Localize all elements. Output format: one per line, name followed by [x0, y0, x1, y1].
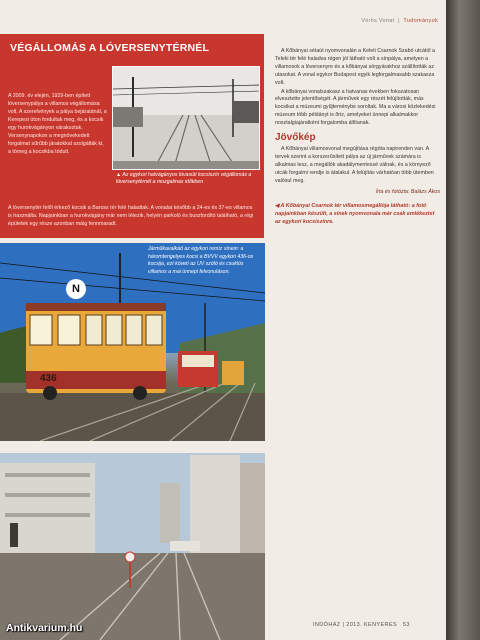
historic-tram-station-photo [112, 66, 260, 170]
body-paragraph-2: A kőbányai vonalszakasz a hatvanas években fokozatosan elvesztette jelentőségét. A járművek egy részét felújították, más kocsikat a múzeumi gyűjteménybe soroltak. Ma a városi közlekedési múzeum több példányt is őriz, amelyeket ünnepi alkalmakkor nosztalgiajáratként forgalomba állítanak. [275, 88, 436, 127]
sidebar-body-top: A 2009. év elején, 1929-ben épített lóversenypálya a villamos végállomása volt. A szerelvények a pálya bejáratánál, a Kerepesi úton fordultak meg, és a kocsik egy hurokvágányon várakoztak. Versenynapokon a megnövekedett forgalmat sűrűbb járatokkal szolgálták ki, a tömeg a kocsikba tódult. [8, 93, 107, 155]
running-header: Vörös Vonat | Tudományok [361, 18, 438, 24]
historic-photo-caption [112, 170, 260, 196]
page-number: 53 [402, 622, 410, 628]
fleet-number: 436 [40, 373, 57, 384]
caption-arrow-icon: ▲ [116, 172, 123, 178]
street-photo-drawing [0, 453, 265, 640]
tram-photo-caption: Járműkavalkád az egykori remíz sínein: a háromtengelyes kocsi a BVVV egykori 436-os kocsija, ezt követi az UV szóló és csuklós villamos a mai ünnepi felvonuláson. [148, 246, 254, 275]
watermark: Antikvarium.hu [6, 622, 83, 634]
route-sign: N [66, 279, 86, 299]
historic-photo-drawing [113, 67, 260, 170]
body-paragraph-3: A Kőbányai villamosvonal megújítása régóta napirenden van. A tervek szerint a korszerűsített pálya az új járművek számára is alkalmas lesz, a megállók akadálymentessé válnak, és a környező utcák forgalmi rendje is átalakul. A felújítás várhatóan több ütemben valósul meg. [275, 145, 434, 184]
street-photo-caption-text: A Kőbányai Csarnok tér villamosmegállója látható: a fotó napjainkban készült, a sínek nyomvonala már csak emlékeztet az egykori kocsiszínre. [275, 203, 435, 226]
modern-street-photo [0, 453, 265, 640]
right-text-column [275, 48, 440, 226]
page-footer [313, 622, 410, 628]
author-signature: Írta és fotózta: Balázs Ákos [375, 188, 440, 195]
running-header-right: Tudományok [403, 18, 438, 24]
sidebar-body-bottom: A lóversenytér felől érkező kocsik a Baross tér felé haladtak. A vonalat később a 24-es és 37-es villamos is használta. Napjainkban a hurokvágány már nem létezik, helyén parkoló és buszfordító található, a régi épületek egy része azonban máig fennmaradt. [8, 205, 254, 227]
running-header-left: Vörös Vonat [361, 18, 395, 24]
street-photo-caption [275, 202, 440, 226]
footer-text: INDÓHÁZ | 2013. KENYERES [313, 622, 398, 628]
book-edge [446, 0, 480, 640]
sidebar-title: VÉGÁLLOMÁS A LÓVERSENYTÉRNÉL [10, 42, 210, 54]
section-heading-jovokep: Jövőkép [275, 132, 316, 144]
body-paragraph-1: A Kőbányai sétaút nyomvonalán a Keleti Csarnok Szabó utcától a Teleki tér felé haladva régen jól látható volt a sínpálya, amelyen a villamosok a lóversenyre és a kőbányai sörgyárakhoz szállították az utasokat. A vonal egykor Budapest egyik legforgalmasabb szakasza volt. [275, 48, 436, 86]
historic-photo-caption-text: Az egykori hatvágányos lóvasúti kocsiszín végállomás a lóversenytérnél a mozgalmas időkben [116, 172, 252, 185]
caption-arrow-left-icon: ◀ [275, 203, 281, 210]
